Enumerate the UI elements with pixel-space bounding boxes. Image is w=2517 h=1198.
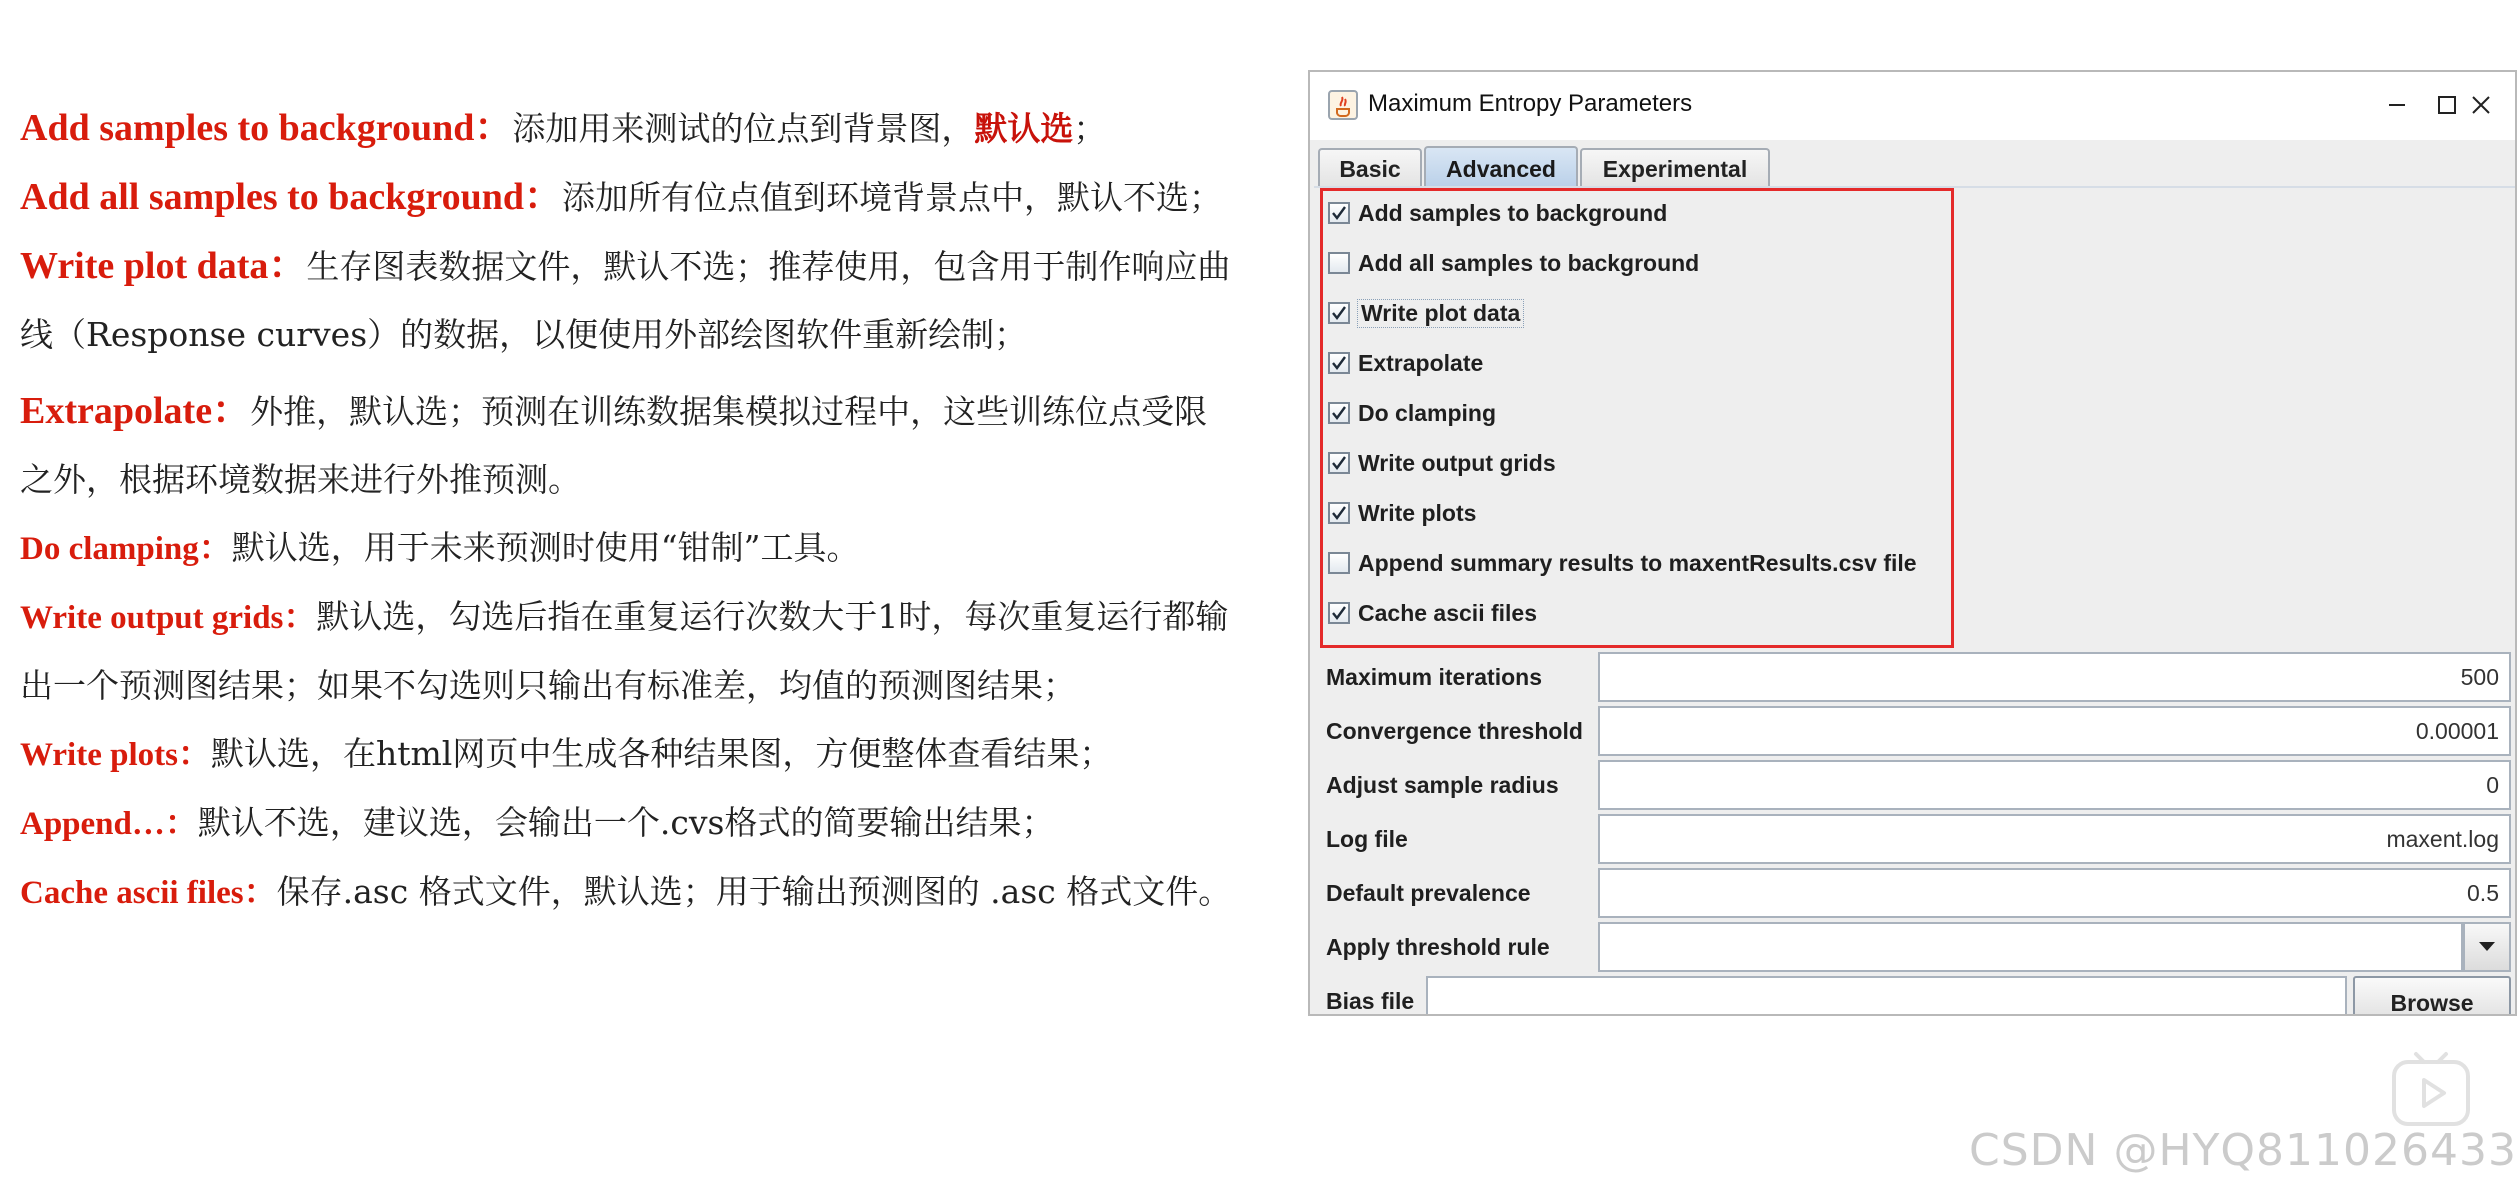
doc-paragraph: [20, 583, 1235, 720]
term-write-output-grids: Write output grids：: [20, 600, 317, 636]
threshold-rule-dropdown-button[interactable]: [2463, 922, 2511, 972]
tab-experimental[interactable]: Experimental: [1580, 148, 1770, 188]
java-app-icon: [1328, 90, 1358, 120]
field-label: Convergence threshold: [1326, 718, 1583, 744]
sample-radius-input[interactable]: 0: [1598, 760, 2511, 810]
explanation-document: [20, 98, 1235, 927]
checkbox-label[interactable]: Extrapolate: [1358, 349, 1484, 376]
term-description: 添加用来测试的位点到背景图，: [512, 109, 975, 148]
close-icon: [2470, 94, 2492, 116]
checkbox-checked[interactable]: [1328, 302, 1350, 324]
term-add-all-samples: Add all samples to background：: [20, 176, 562, 218]
checkbox-checked[interactable]: [1328, 402, 1350, 424]
bias-file-input[interactable]: [1426, 976, 2347, 1016]
term-append: Append…：: [20, 806, 198, 842]
default-highlight: 默认选: [974, 109, 1074, 148]
threshold-rule-select[interactable]: [1598, 922, 2463, 972]
doc-paragraph: [20, 232, 1235, 369]
log-file-input[interactable]: maxent.log: [1598, 814, 2511, 864]
field-row-default-prevalence: [1314, 866, 2515, 920]
checkbox-row[interactable]: [1328, 346, 1483, 380]
term-cache-ascii: Cache ascii files：: [20, 875, 277, 911]
doc-paragraph: [20, 720, 1235, 789]
checkbox-label[interactable]: Add samples to background: [1358, 199, 1668, 226]
minimize-button[interactable]: [2372, 80, 2422, 130]
checkbox-row[interactable]: [1328, 546, 1917, 580]
doc-paragraph: [20, 514, 1235, 583]
checkbox-checked[interactable]: [1328, 202, 1350, 224]
doc-paragraph: [20, 377, 1235, 514]
field-label: Maximum iterations: [1326, 664, 1542, 690]
checkbox-checked[interactable]: [1328, 452, 1350, 474]
term-write-plots: Write plots：: [20, 737, 211, 773]
field-label: Default prevalence: [1326, 880, 1531, 906]
field-row-log-file: [1314, 812, 2515, 866]
field-label: Apply threshold rule: [1326, 934, 1550, 960]
field-row-max-iterations: [1314, 650, 2515, 704]
term-write-plot-data: Write plot data：: [20, 245, 307, 287]
term-extrapolate: Extrapolate：: [20, 390, 251, 432]
checkbox-unchecked[interactable]: [1328, 552, 1350, 574]
checkmark-icon: [1331, 405, 1347, 421]
checkmark-icon: [1331, 605, 1347, 621]
convergence-threshold-input[interactable]: 0.00001: [1598, 706, 2511, 756]
default-prevalence-input[interactable]: 0.5: [1598, 868, 2511, 918]
checkbox-label[interactable]: Append summary results to maxentResults.csv file: [1358, 549, 1917, 576]
term-description: 默认选，勾选后指在重复运行次数大于1时，每次重复运行都输出一个预测图结果；如果不勾选则只输出有标准差，均值的预测图结果；: [20, 597, 1229, 705]
checkbox-row[interactable]: [1328, 246, 1699, 280]
doc-paragraph: [20, 789, 1235, 858]
term-description: 默认选，在html网页中生成各种结果图，方便整体查看结果；: [210, 734, 1113, 773]
term-description: 添加所有位点值到环境背景点中，默认不选；: [561, 178, 1222, 217]
field-row-threshold-rule: [1314, 920, 2515, 974]
checkmark-icon: [1331, 305, 1347, 321]
advanced-panel: [1314, 186, 2515, 1014]
checkmark-icon: [1331, 505, 1347, 521]
term-description: 生存图表数据文件，默认不选；推荐使用，包含用于制作响应曲线（Response curves）的数据，以便使用外部绘图软件重新绘制；: [20, 247, 1231, 354]
checkbox-row[interactable]: [1328, 196, 1667, 230]
checkbox-label[interactable]: Write plot data: [1358, 300, 1523, 327]
checkbox-label[interactable]: Write output grids: [1358, 449, 1556, 476]
doc-paragraph: [20, 858, 1235, 927]
doc-paragraph: [20, 98, 1235, 159]
checkbox-label[interactable]: Write plots: [1358, 499, 1477, 526]
checkbox-unchecked[interactable]: [1328, 252, 1350, 274]
doc-paragraph: [20, 163, 1235, 232]
minimize-icon: [2386, 94, 2408, 116]
browse-button[interactable]: Browse: [2353, 976, 2511, 1016]
checkbox-label[interactable]: Cache ascii files: [1358, 599, 1537, 626]
term-description-tail: ；: [1073, 109, 1107, 148]
term-description: 保存.asc 格式文件，默认选；用于输出预测图的 .asc 格式文件。: [276, 872, 1232, 911]
checkmark-icon: [1331, 355, 1347, 371]
title-bar[interactable]: [1310, 72, 2515, 140]
tab-basic[interactable]: Basic: [1318, 148, 1422, 188]
checkbox-row[interactable]: [1328, 496, 1476, 530]
term-description: 默认选，用于未来预测时使用“钳制”工具。: [231, 528, 860, 567]
chevron-down-icon: [2478, 941, 2496, 953]
checkmark-icon: [1331, 455, 1347, 471]
checkmark-icon: [1331, 205, 1347, 221]
tab-advanced[interactable]: Advanced: [1424, 146, 1578, 190]
checkbox-checked[interactable]: [1328, 502, 1350, 524]
field-label: Adjust sample radius: [1326, 772, 1559, 798]
maxent-parameters-window: [1308, 70, 2517, 1016]
maximize-icon: [2436, 94, 2458, 116]
term-do-clamping: Do clamping：: [20, 531, 232, 567]
field-label: Log file: [1326, 826, 1408, 852]
checkbox-row[interactable]: [1328, 596, 1537, 630]
field-label: Bias file: [1326, 988, 1415, 1014]
term-add-samples: Add samples to background：: [20, 107, 513, 149]
checkbox-row[interactable]: [1328, 396, 1496, 430]
checkbox-row[interactable]: [1328, 446, 1556, 480]
max-iterations-input[interactable]: 500: [1598, 652, 2511, 702]
tab-strip: [1310, 140, 2515, 188]
term-description: 默认不选，建议选，会输出一个.cvs格式的简要输出结果；: [197, 803, 1055, 842]
csdn-watermark: CSDN @HYQ811026433: [1969, 1125, 2517, 1176]
close-button[interactable]: [2456, 80, 2506, 130]
term-description: 外推，默认选；预测在训练数据集模拟过程中，这些训练位点受限之外，根据环境数据来进行外推预测。: [20, 392, 1208, 499]
field-row-convergence: [1314, 704, 2515, 758]
checkbox-label[interactable]: Add all samples to background: [1358, 249, 1700, 276]
field-row-sample-radius: [1314, 758, 2515, 812]
checkbox-checked[interactable]: [1328, 352, 1350, 374]
checkbox-checked[interactable]: [1328, 602, 1350, 624]
checkbox-row[interactable]: [1328, 296, 1523, 330]
window-title: Maximum Entropy Parameters: [1368, 90, 1693, 117]
video-play-icon: [2390, 1048, 2472, 1128]
field-row-bias-file: [1314, 974, 2515, 1016]
checkbox-label[interactable]: Do clamping: [1358, 399, 1497, 426]
